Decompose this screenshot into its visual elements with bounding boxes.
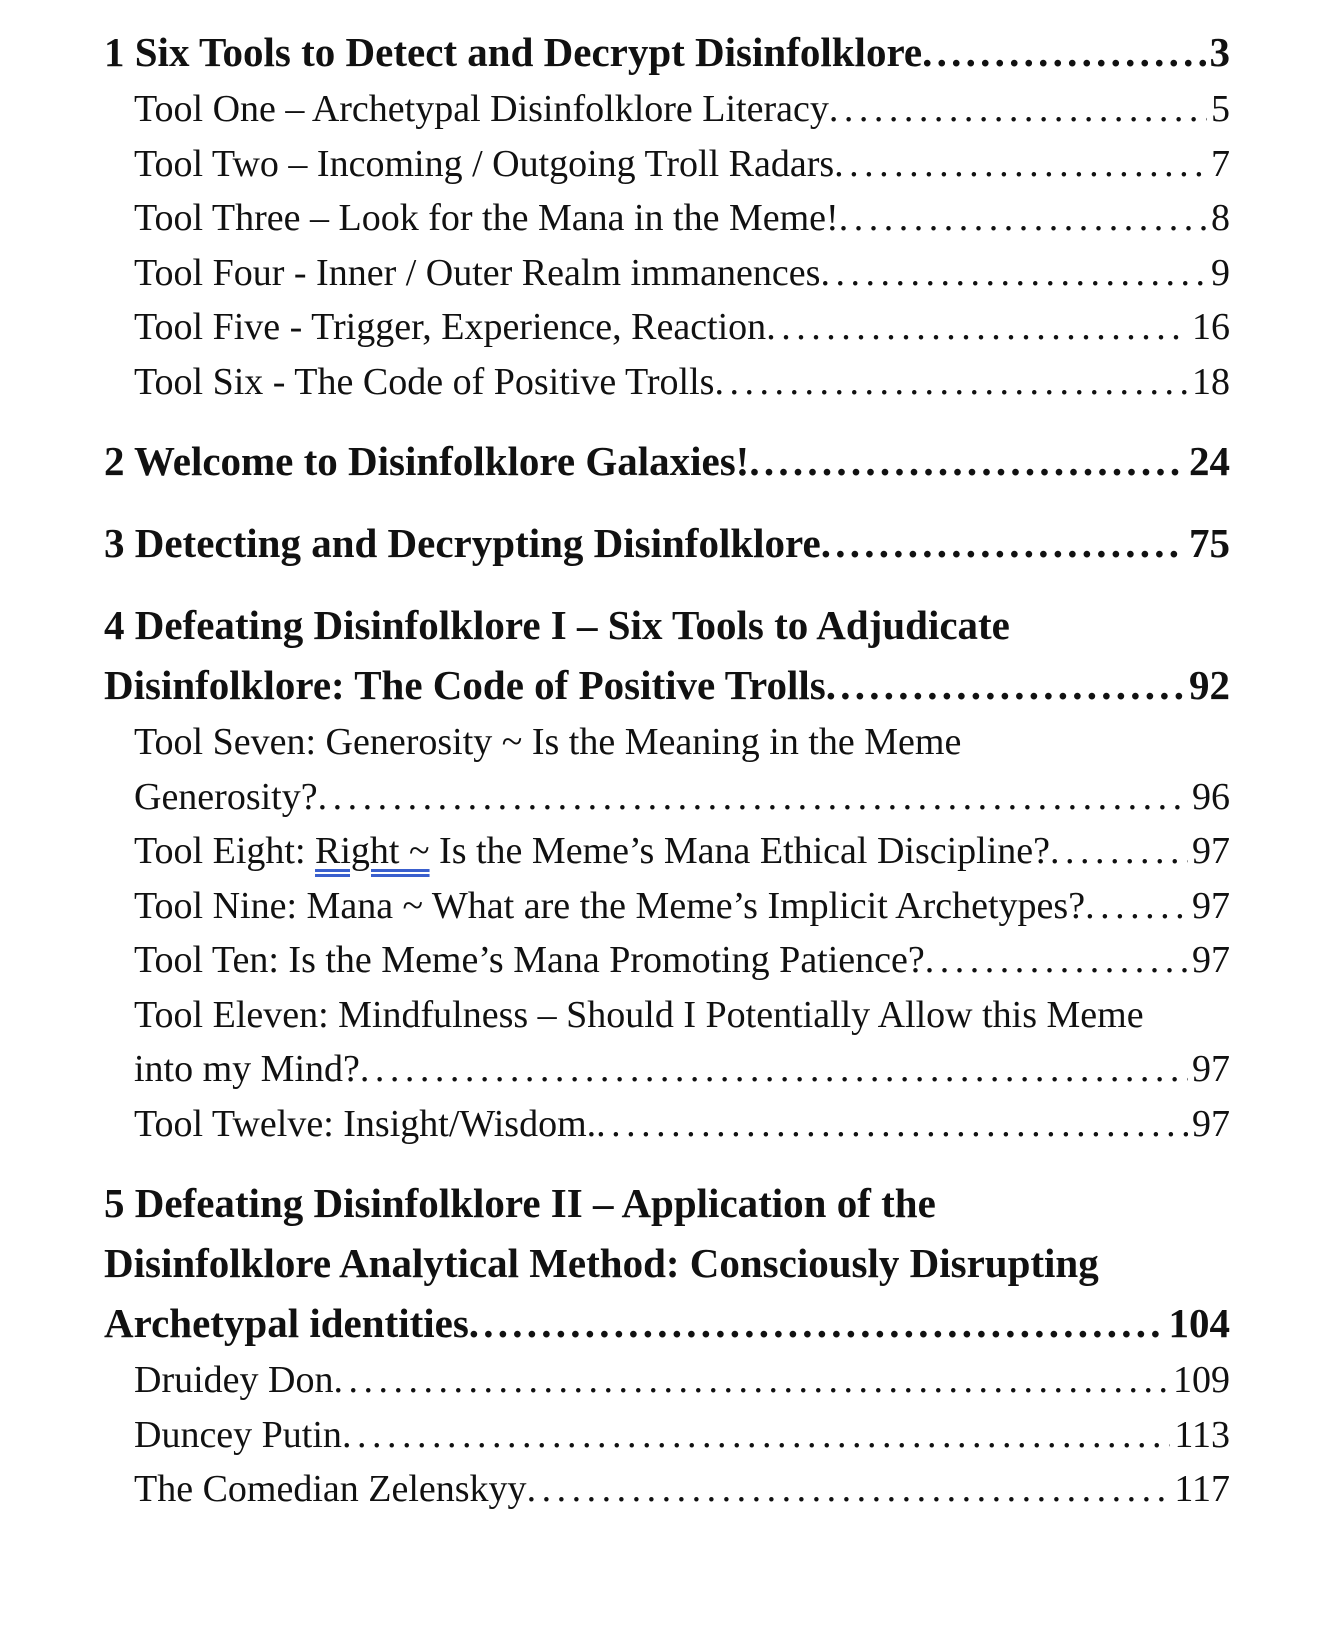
toc-section[interactable]: [104, 355, 1230, 410]
dot-leader: [333, 1353, 1169, 1408]
toc-page-number: 96: [1192, 775, 1230, 818]
toc-page-number: 97: [1192, 1048, 1230, 1090]
dot-leader: [829, 82, 1207, 137]
toc-section-title: [134, 824, 1050, 879]
toc-section-title: Duncey Putin: [134, 1413, 342, 1456]
toc-section-title: The Comedian Zelenskyy: [134, 1468, 527, 1510]
toc-section[interactable]: [104, 82, 1230, 137]
dot-leader: [469, 1293, 1165, 1353]
dot-leader: [1050, 824, 1188, 879]
toc-section-title: Tool Five - Trigger, Experience, Reaction: [134, 306, 767, 348]
toc-section-title: Druidey Don: [134, 1359, 334, 1401]
toc-section[interactable]: [104, 1462, 1230, 1517]
toc-section-title-line: Generosity?: [134, 775, 318, 818]
toc-chapter-title-line: Disinfolklore Analytical Method: Consciously Disrupting: [104, 1240, 1099, 1286]
toc-section-tool-twelve[interactable]: [104, 1097, 1230, 1152]
toc-section[interactable]: [104, 191, 1230, 246]
title-text: Is the Meme’s Mana Ethical Discipline?: [429, 830, 1051, 872]
toc-page-number: 113: [1174, 1413, 1230, 1456]
toc-section-title: Tool Three – Look for the Mana in the Meme!: [134, 197, 839, 239]
toc-chapter-1[interactable]: [104, 22, 1230, 82]
toc-section-tool-ten[interactable]: [104, 933, 1230, 988]
dot-leader: [360, 1042, 1188, 1097]
toc-section-title-line: into my Mind?: [134, 1048, 360, 1090]
toc-section-title-line: Tool Eleven: Mindfulness – Should I Potentially Allow this Meme: [134, 993, 1144, 1036]
toc-page-number: 97: [1192, 884, 1230, 927]
toc-page-number: 7: [1211, 142, 1230, 185]
toc-page-number: 24: [1189, 438, 1230, 484]
toc-section-title: Tool Two – Incoming / Outgoing Troll Radars: [134, 142, 835, 185]
dot-leader: [839, 191, 1207, 246]
dot-leader: [596, 1097, 1188, 1152]
toc-page-number: 109: [1173, 1359, 1230, 1401]
toc-chapter-title: 3 Detecting and Decrypting Disinfolklore: [104, 520, 821, 566]
toc-chapter-title: 2 Welcome to Disinfolklore Galaxies!: [104, 438, 750, 484]
toc-section-title: Tool Six - The Code of Positive Trolls: [134, 360, 715, 403]
dot-leader: [834, 137, 1207, 192]
toc-page-number: 97: [1192, 939, 1230, 981]
toc-chapter-title-line: Disinfolklore: The Code of Positive Trolls: [104, 662, 826, 708]
toc-chapter-2[interactable]: [104, 431, 1230, 491]
toc-section[interactable]: [104, 1408, 1230, 1463]
toc-chapter-title-line: 5 Defeating Disinfolklore II – Application of the: [104, 1180, 936, 1226]
table-of-contents: [104, 22, 1230, 1517]
toc-chapter-title: 1 Six Tools to Detect and Decrypt Disinfolklore: [104, 29, 923, 75]
toc-page-number: 5: [1211, 88, 1230, 130]
toc-page-number: 18: [1192, 360, 1230, 403]
dot-leader: [925, 933, 1188, 988]
toc-section-tool-eight[interactable]: [104, 824, 1230, 879]
toc-page-number: 16: [1192, 306, 1230, 348]
toc-page-number: 117: [1174, 1468, 1230, 1510]
title-text: Tool Eight:: [134, 830, 316, 872]
toc-section-tool-seven[interactable]: [104, 715, 1230, 824]
toc-page-number: 97: [1192, 830, 1230, 872]
toc-chapter-4[interactable]: [104, 595, 1230, 715]
dot-leader: [1085, 879, 1188, 934]
toc-page-number: 92: [1189, 662, 1230, 708]
toc-page-number: 75: [1189, 520, 1230, 566]
dot-leader: [342, 1408, 1170, 1463]
toc-chapter-title-line: Archetypal identities: [104, 1300, 469, 1346]
toc-page-number: 104: [1168, 1300, 1230, 1346]
toc-section-title-line: Tool Seven: Generosity ~ Is the Meaning in the Meme: [134, 721, 962, 763]
toc-section-title: Tool Nine: Mana ~ What are the Meme’s Implicit Archetypes?: [134, 884, 1086, 927]
toc-section[interactable]: [104, 300, 1230, 355]
toc-page-number: 8: [1211, 197, 1230, 239]
toc-chapter-3[interactable]: [104, 513, 1230, 573]
dot-leader: [821, 513, 1185, 573]
toc-section-title: Tool One – Archetypal Disinfolklore Literacy: [134, 88, 829, 130]
dot-leader: [826, 655, 1185, 715]
dot-leader: [766, 300, 1188, 355]
dot-leader: [820, 246, 1207, 301]
toc-section[interactable]: [104, 137, 1230, 192]
toc-section-tool-nine[interactable]: [104, 879, 1230, 934]
toc-chapter-5[interactable]: [104, 1173, 1230, 1353]
toc-section-title: Tool Twelve: Insight/Wisdom.: [134, 1102, 597, 1145]
toc-section[interactable]: [104, 1353, 1230, 1408]
toc-chapter-title-line: 4 Defeating Disinfolklore I – Six Tools to Adjudicate: [104, 602, 1010, 648]
dot-leader: [527, 1462, 1171, 1517]
toc-section-tool-eleven[interactable]: [104, 988, 1230, 1097]
dot-leader: [318, 770, 1188, 825]
toc-section-title: Tool Ten: Is the Meme’s Mana Promoting Patience?: [134, 939, 925, 981]
toc-page-number: 3: [1209, 29, 1230, 75]
toc-section[interactable]: [104, 246, 1230, 301]
toc-page-number: 9: [1211, 251, 1230, 294]
dot-leader: [749, 431, 1185, 491]
toc-page-number: 97: [1192, 1102, 1230, 1145]
dot-leader: [714, 355, 1188, 410]
toc-section-title: Tool Four - Inner / Outer Realm immanences: [134, 251, 821, 294]
dot-leader: [922, 22, 1205, 82]
spellcheck-marked-text: Right ~: [315, 830, 430, 872]
